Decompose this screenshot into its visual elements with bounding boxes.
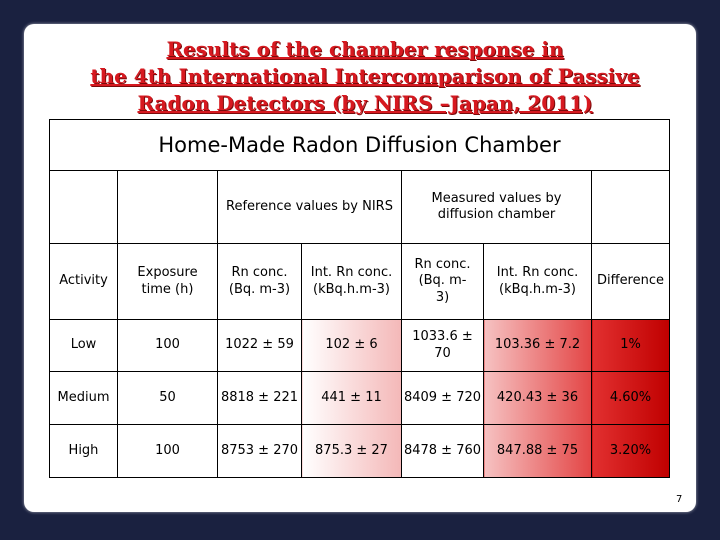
table-row	[50, 320, 670, 372]
cell-meas-rn-conc: 8478 ± 760	[402, 425, 484, 478]
column-header-ref-rn-conc: Rn conc. (Bq. m-3)	[218, 244, 302, 320]
title-line-2: the 4th International Intercomparison of Passive	[90, 64, 640, 88]
header-blank	[50, 171, 118, 244]
slide-title	[40, 36, 690, 117]
cell-difference: 4.60%	[592, 372, 670, 425]
cell-ref-rn-conc: 1022 ± 59	[218, 320, 302, 372]
column-header-exposure-time: Exposure time (h)	[118, 244, 218, 320]
cell-exposure-time: 100	[118, 425, 218, 478]
header-blank	[592, 171, 670, 244]
cell-exposure-time: 100	[118, 320, 218, 372]
column-header-difference: Difference	[592, 244, 670, 320]
cell-activity: Low	[50, 320, 118, 372]
page-number: 7	[676, 494, 683, 505]
cell-difference: 1%	[592, 320, 670, 372]
cell-meas-rn-conc: 8409 ± 720	[402, 372, 484, 425]
column-header-activity: Activity	[50, 244, 118, 320]
cell-meas-rn-conc: 1033.6 ± 70	[402, 320, 484, 372]
cell-ref-int-rn-conc: 875.3 ± 27	[302, 425, 402, 478]
cell-difference: 3.20%	[592, 425, 670, 478]
cell-ref-rn-conc: 8753 ± 270	[218, 425, 302, 478]
cell-meas-int-rn-conc: 847.88 ± 75	[484, 425, 592, 478]
cell-ref-int-rn-conc: 441 ± 11	[302, 372, 402, 425]
title-line-1: Results of the chamber response in	[166, 37, 564, 61]
table-row	[50, 372, 670, 425]
table-caption: Home-Made Radon Diffusion Chamber	[50, 120, 670, 171]
column-header-meas-int-rn-conc: Int. Rn conc. (kBq.h.m-3)	[484, 244, 592, 320]
cell-exposure-time: 50	[118, 372, 218, 425]
cell-meas-int-rn-conc: 420.43 ± 36	[484, 372, 592, 425]
table-row	[50, 425, 670, 478]
cell-activity: High	[50, 425, 118, 478]
column-header-ref-int-rn-conc: Int. Rn conc. (kBq.h.m-3)	[302, 244, 402, 320]
group-header-measured: Measured values by diffusion chamber	[402, 171, 592, 244]
cell-ref-rn-conc: 8818 ± 221	[218, 372, 302, 425]
cell-activity: Medium	[50, 372, 118, 425]
group-header-reference: Reference values by NIRS	[218, 171, 402, 244]
title-line-3: Radon Detectors (by NIRS –Japan, 2011)	[137, 91, 593, 115]
column-header-meas-rn-conc: Rn conc. (Bq. m-3)	[402, 244, 484, 320]
header-blank	[118, 171, 218, 244]
cell-ref-int-rn-conc: 102 ± 6	[302, 320, 402, 372]
cell-meas-int-rn-conc: 103.36 ± 7.2	[484, 320, 592, 372]
results-table	[49, 119, 670, 478]
